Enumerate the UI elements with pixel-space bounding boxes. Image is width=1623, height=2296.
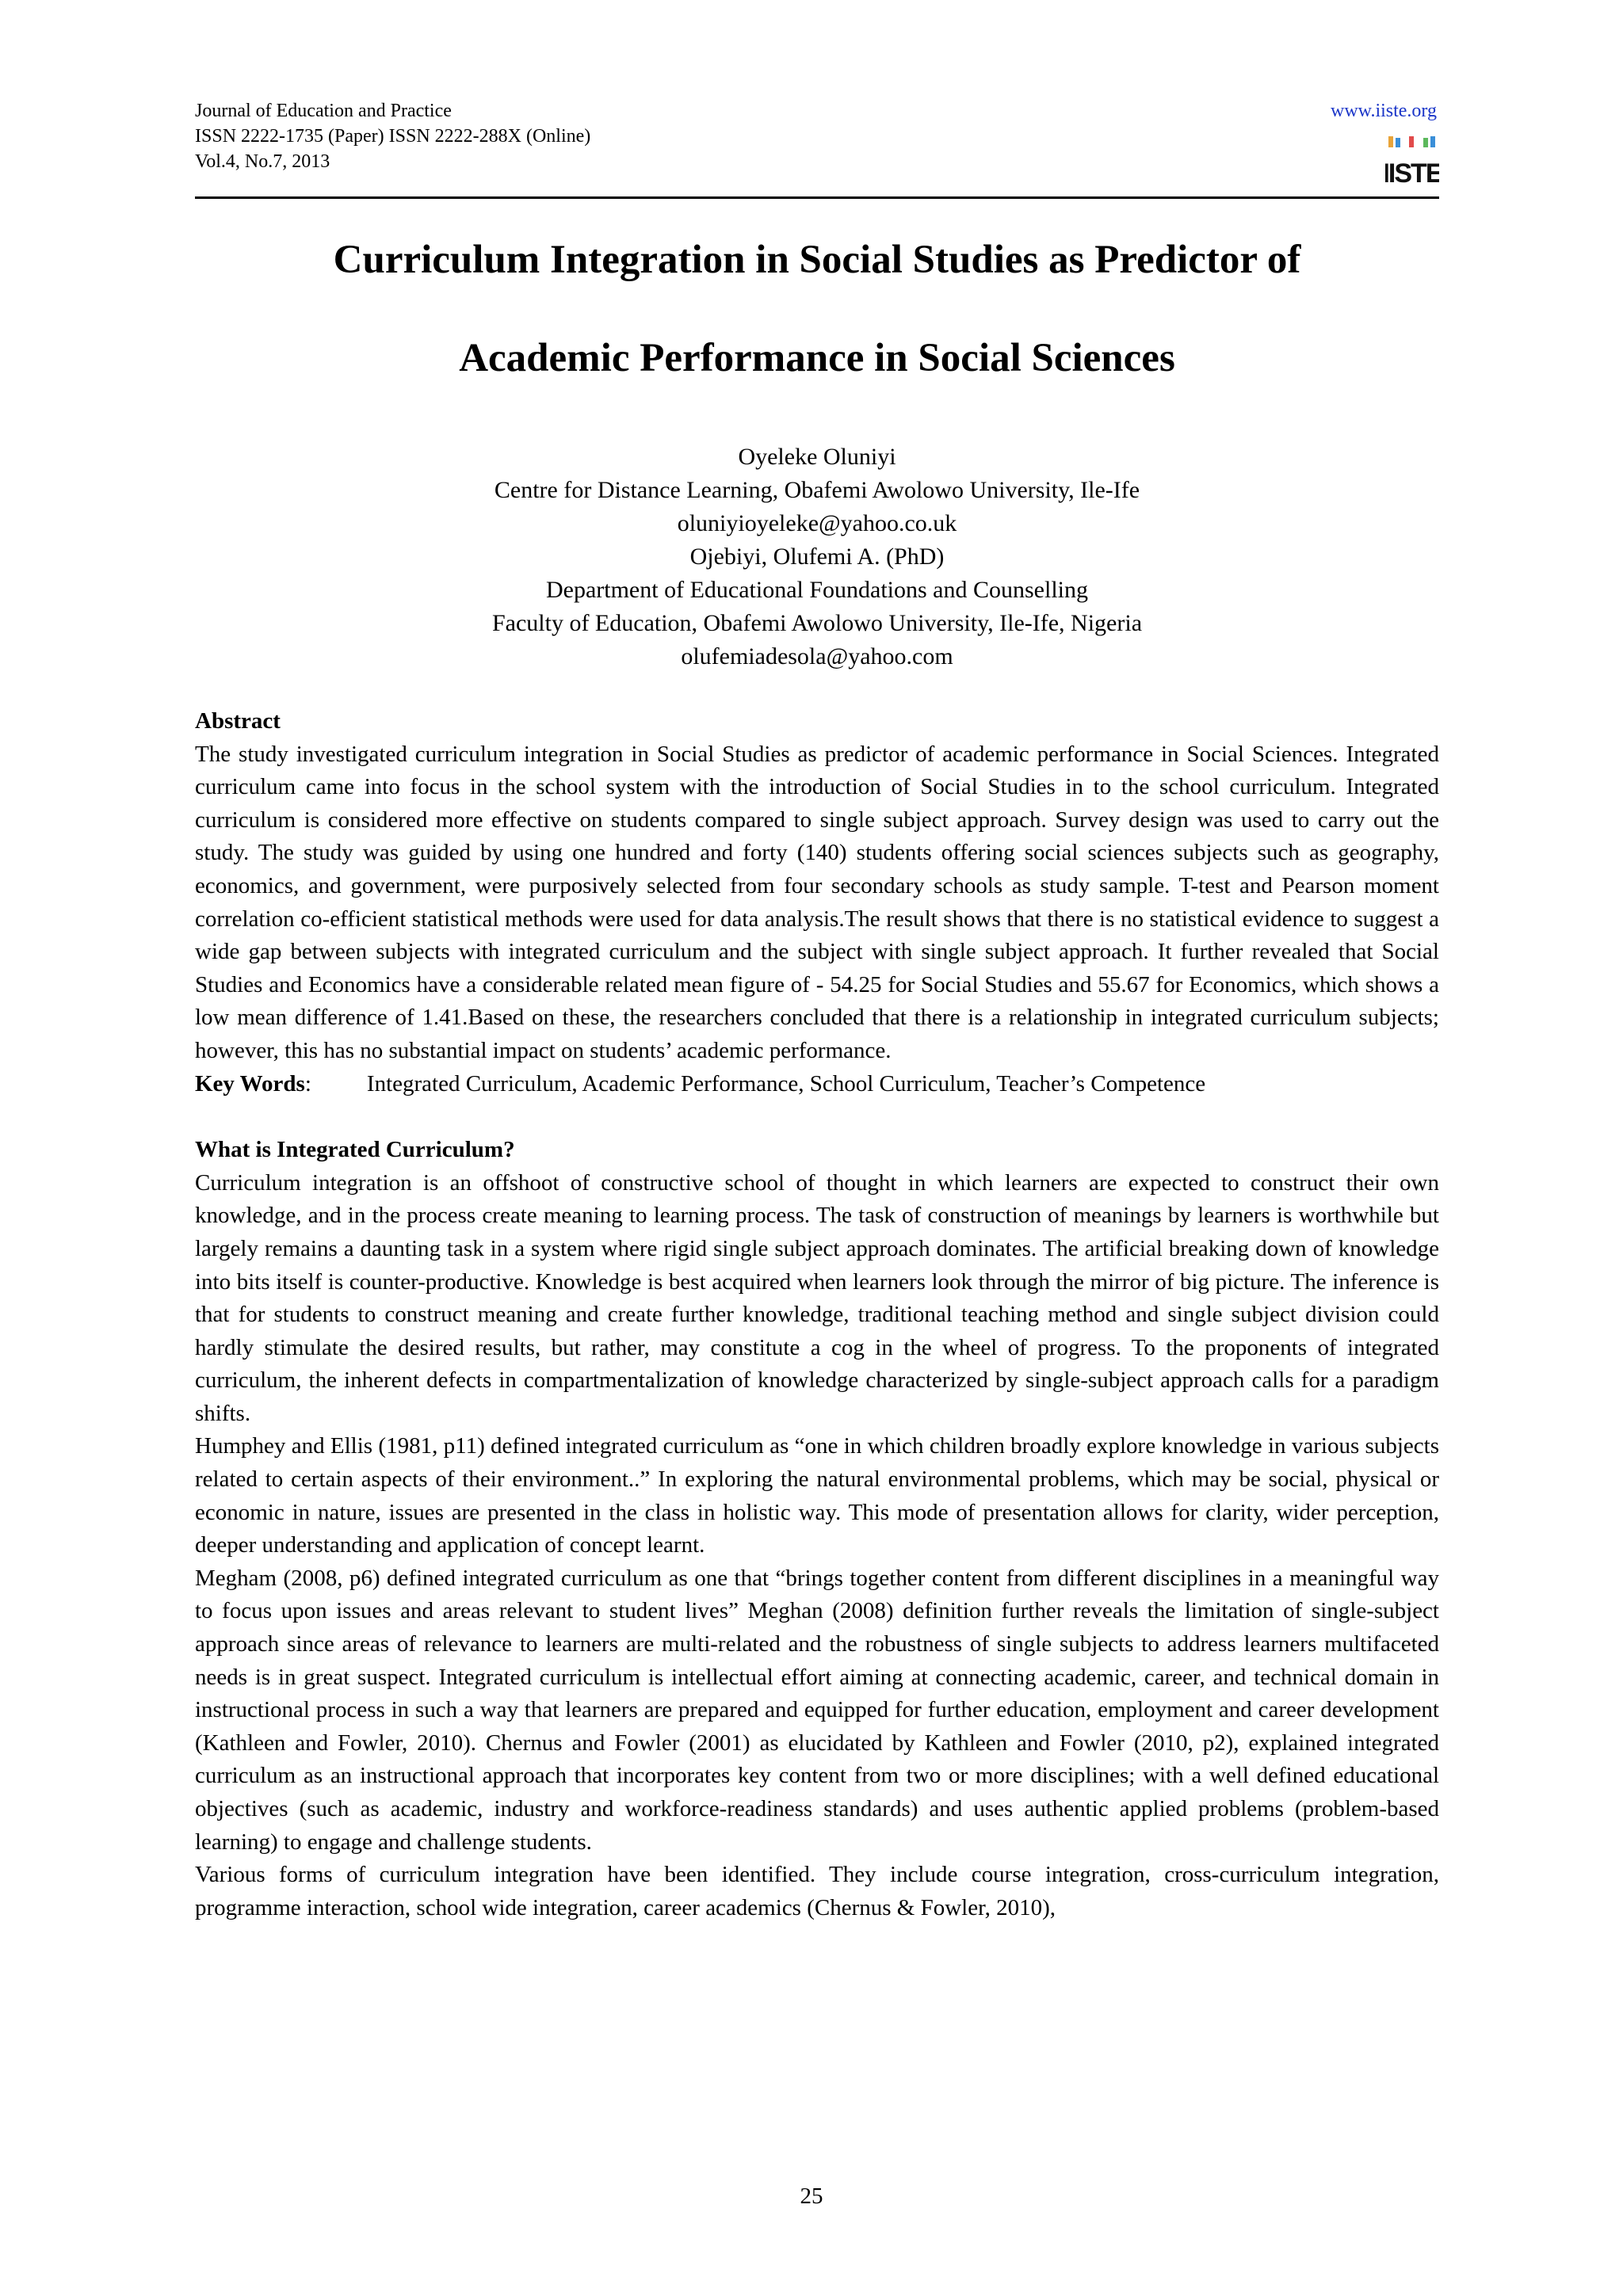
author-block	[195, 441, 1439, 673]
iiste-logo	[1385, 135, 1439, 187]
keywords-line	[195, 1068, 1439, 1101]
issn-line: ISSN 2222-1735 (Paper) ISSN 2222-288X (Online)	[195, 126, 591, 147]
paragraph: Various forms of curriculum integration have been identified. They include course integration, cross-curriculum integration, programme interaction, school wide integration, career academics (Chernus & Fowler, 2010),	[195, 1862, 1439, 1920]
author-name-2: Ojebiyi, Olufemi A. (PhD)	[689, 543, 945, 570]
paper-title-line-1: Curriculum Integration in Social Studies as Predictor of	[333, 238, 1301, 282]
journal-header	[195, 98, 590, 174]
paragraph: Humphey and Ellis (1981, p11) defined integrated curriculum as “one in which children broadly explore knowledge in various subjects related to certain aspects of their environment..” In exploring the natural environmental problems, which may be social, physical or economic in nature, issues are presented in the class in holistic way. This mode of presentation allows for clarity, wider perception, deeper understanding and application of concept learnt.	[195, 1433, 1439, 1558]
section-heading: What is Integrated Curriculum?	[195, 1137, 515, 1163]
author-name-1: Oyeleke Oluniyi	[738, 444, 896, 470]
journal-url-link[interactable]: www.iiste.org	[1331, 101, 1437, 121]
logo-text: IISTE	[1385, 158, 1439, 187]
paragraph: Megham (2008, p6) defined integrated curriculum as one that “brings together content from different disciplines in a meaningful way to focus upon issues and areas relevant to student lives” Meghan (2008) definition further reveals the limitation of single-subject approach since areas of relevance to learners are multi-related and the robustness of single subjects to address learners multifaceted needs is in great suspect. Integrated curriculum is intellectual effort aiming at connecting academic, career, and technical domain in instructional process in such a way that learners are prepared and equipped for further education, employment and career development (Kathleen and Fowler, 2010). Chernus and Fowler (2001) as elucidated by Kathleen and Fowler (2010, p2), explained integrated curriculum as an instructional approach that incorporates key content from two or more disciplines; with a well defined educational objectives (such as academic, industry and workforce-readiness standards) and uses authentic applied problems (problem-based learning) to engage and challenge students.	[195, 1565, 1439, 1855]
iiste-logo-graphic	[1385, 135, 1439, 187]
paper-title-line-2: Academic Performance in Social Sciences	[459, 336, 1175, 380]
paper-body	[195, 705, 1439, 1924]
author-department-2: Department of Educational Foundations and Counselling	[545, 577, 1089, 603]
author-affiliation-2: Faculty of Education, Obafemi Awolowo University, Ile-Ife, Nigeria	[491, 610, 1143, 636]
author-email-2: olufemiadesola@yahoo.com	[681, 643, 953, 669]
abstract-heading: Abstract	[195, 708, 281, 734]
journal-name: Journal of Education and Practice	[195, 101, 452, 121]
abstract-text: The study investigated curriculum integration in Social Studies as predictor of academic performance in Social Sciences. Integrated curriculum came into focus in the school system with the introduction of Social Studies in to the school curriculum. Integrated curriculum is considered more effective on students compared to single subject approach. Survey design was used to carry out the study. The study was guided by using one hundred and forty (140) students offering social sciences subjects such as geography, economics, and government, were purposively selected from four secondary schools as study sample. T-test and Pearson moment correlation co-efficient statistical methods were used for data analysis.The result shows that there is no statistical evidence to suggest a wide gap between subjects with integrated curriculum and the subject with single subject approach. It further revealed that Social Studies and Economics have a considerable related mean figure of - 54.25 for Social Studies and 55.67 for Economics, which shows a low mean difference of 1.41.Based on these, the researchers concluded that there is a relationship in integrated curriculum subjects; however, this has no substantial impact on students’ academic performance.	[195, 741, 1439, 1063]
author-affiliation-1: Centre for Distance Learning, Obafemi Awolowo University, Ile-Ife	[494, 477, 1140, 503]
author-email-1: oluniyioyeleke@yahoo.co.uk	[677, 510, 957, 536]
page-number: 25	[800, 2183, 823, 2209]
header-divider	[195, 196, 1439, 199]
keywords-text: Integrated Curriculum, Academic Performance, School Curriculum, Teacher’s Competence	[366, 1070, 1206, 1097]
volume-line: Vol.4, No.7, 2013	[195, 151, 330, 172]
paragraph: Curriculum integration is an offshoot of constructive school of thought in which learners are expected to construct their own knowledge, and in the process create meaning to learning process. The task of construction of meanings by learners is worthwhile but largely remains a daunting task in a system where rigid single subject approach dominates. The artificial breaking down of knowledge into bits itself is counter-productive. Knowledge is best acquired when learners look through the mirror of big picture. The inference is that for students to construct meaning and create further knowledge, traditional teaching method and single subject division could hardly stimulate the desired results, but rather, may constitute a cog in the wheel of progress. To the proponents of integrated curriculum, the inherent defects in compartmentalization of knowledge characterized by single-subject approach calls for a paradigm shifts.	[195, 1169, 1439, 1426]
keywords-colon: :	[304, 1070, 311, 1097]
keywords-label: Key Words	[195, 1070, 305, 1097]
